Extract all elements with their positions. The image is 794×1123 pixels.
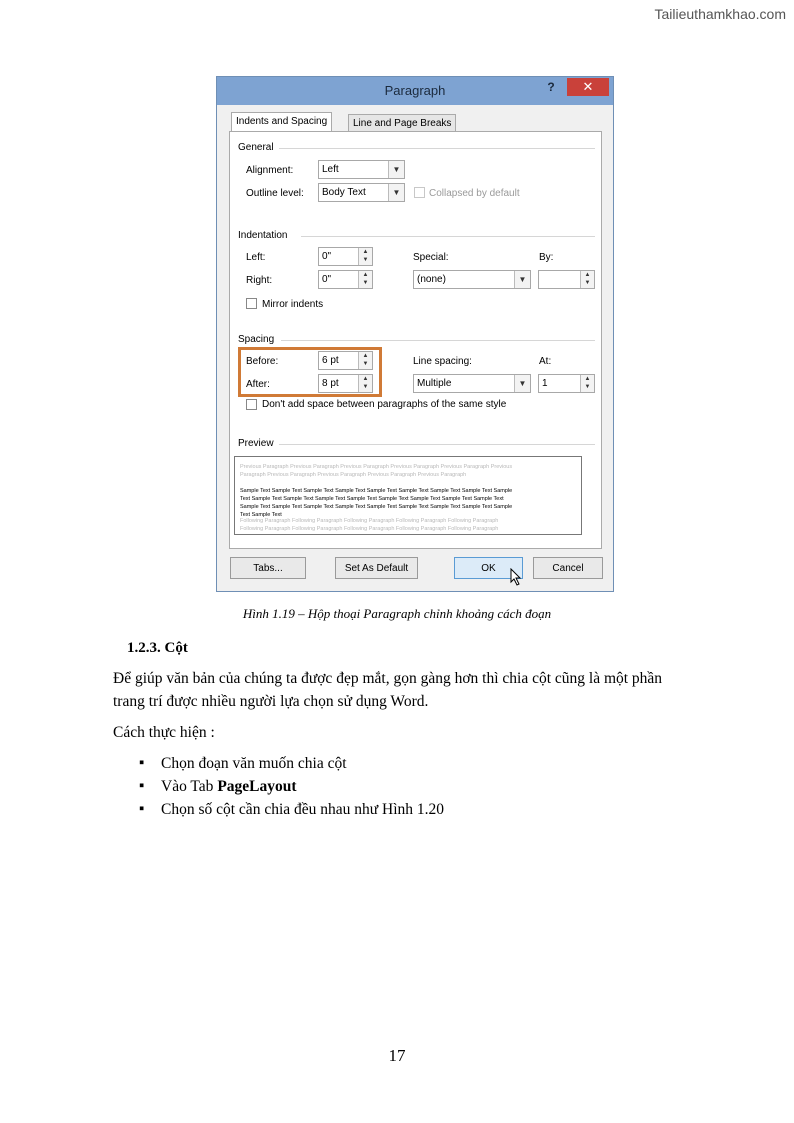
left-indent-label: Left: bbox=[246, 252, 266, 263]
dialog-title: Paragraph bbox=[384, 83, 446, 98]
special-label: Special: bbox=[413, 252, 449, 263]
alignment-label: Alignment: bbox=[246, 165, 294, 176]
paragraph-dialog bbox=[216, 76, 614, 592]
outline-level-value: Body Text bbox=[322, 187, 366, 198]
close-button[interactable]: ✕ bbox=[567, 78, 609, 96]
preview-previous-text: Previous Paragraph Previous Paragraph Previous Paragraph Previous Paragraph Previous Paragraph Previous Paragraph Previous Paragraph Previous Paragraph Previous Paragraph Previous Paragraph bbox=[240, 464, 513, 478]
tab-line-and-page-breaks[interactable]: Line and Page Breaks bbox=[348, 114, 456, 133]
chevron-down-icon: ▼ bbox=[514, 375, 530, 392]
dont-add-space-checkbox[interactable] bbox=[246, 399, 257, 410]
spacing-divider bbox=[281, 340, 595, 341]
bullet-icon: ▪ bbox=[139, 801, 145, 817]
chevron-down-icon: ▼ bbox=[388, 161, 404, 178]
at-value: 1 bbox=[542, 378, 548, 389]
special-value: (none) bbox=[417, 274, 446, 285]
preview-section-label: Preview bbox=[238, 438, 274, 449]
outline-level-label: Outline level: bbox=[246, 188, 304, 199]
spinner-arrows-icon[interactable]: ▲ ▼ bbox=[358, 375, 372, 392]
alignment-select[interactable] bbox=[318, 160, 405, 179]
spinner-arrows-icon[interactable]: ▲ ▼ bbox=[580, 375, 594, 392]
chevron-down-icon: ▼ bbox=[388, 184, 404, 201]
preview-following-text: Following Paragraph Following Paragraph Following Paragraph Following Paragraph Following Paragraph Following Paragraph Following Paragraph Following Paragraph Following Paragraph Following Paragraph bbox=[240, 518, 499, 532]
chevron-down-icon: ▼ bbox=[514, 271, 530, 288]
preview-divider bbox=[279, 444, 595, 445]
left-indent-value: 0" bbox=[322, 251, 332, 262]
preview-sample-text: Sample Text Sample Text Sample Text Sample Text Sample Text Sample Text Sample Text Sample Text Sample Text Sample Text Sample Text Sample Text Sample Text Sample Text Sample Text Sample Text Sample Text Sample Text Sample Text Sample Text Sample Text Sample Text Sample Text Sample Text Sample Text Sample Text Sample Text bbox=[240, 488, 513, 518]
bullet-icon: ▪ bbox=[139, 778, 145, 794]
at-spinner[interactable] bbox=[538, 374, 595, 393]
ok-button[interactable]: OK bbox=[454, 557, 523, 579]
bullet-item-3: Chọn số cột cần chia đều nhau như Hình 1.20 bbox=[161, 801, 445, 818]
cancel-button[interactable]: Cancel bbox=[533, 557, 603, 579]
right-indent-value: 0" bbox=[322, 274, 332, 285]
paragraph-1-line-2: trang trí được nhiều người lựa chọn sử dụng Word. bbox=[113, 693, 429, 710]
tab-indents-and-spacing[interactable]: Indents and Spacing bbox=[231, 112, 332, 133]
collapsed-label: Collapsed by default bbox=[429, 188, 520, 199]
figure-caption: Hình 1.19 – Hộp thoại Paragraph chỉnh khoảng cách đoạn bbox=[242, 606, 552, 621]
bullet-item-1: Chọn đoạn văn muốn chia cột bbox=[161, 755, 347, 772]
mirror-indents-label: Mirror indents bbox=[262, 299, 324, 310]
spacing-section-label: Spacing bbox=[238, 334, 275, 345]
by-spinner[interactable] bbox=[538, 270, 595, 289]
bullet-item-2-bold: PageLayout bbox=[217, 778, 297, 795]
right-indent-label: Right: bbox=[246, 275, 273, 286]
alignment-value: Left bbox=[322, 164, 339, 175]
line-spacing-select[interactable] bbox=[413, 374, 531, 393]
spinner-arrows-icon[interactable]: ▲ ▼ bbox=[358, 271, 372, 288]
before-value: 6 pt bbox=[322, 355, 339, 366]
paragraph-1-line-1: Để giúp văn bản của chúng ta được đẹp mắt, gọn gàng hơn thì chia cột cũng là một phần bbox=[113, 670, 663, 687]
general-section-label: General bbox=[238, 142, 274, 153]
bullet-item-2-prefix: Vào Tab bbox=[161, 778, 218, 795]
page-number: 17 bbox=[388, 1046, 406, 1065]
after-label: After: bbox=[246, 379, 270, 390]
general-divider bbox=[279, 148, 595, 149]
dialog-titlebar bbox=[217, 77, 613, 105]
collapsed-checkbox[interactable] bbox=[414, 187, 425, 198]
by-label: By: bbox=[539, 252, 554, 263]
spacing-highlight-box bbox=[238, 347, 382, 397]
right-indent-spinner[interactable] bbox=[318, 270, 373, 289]
watermark: Tailieuthamkhao.com bbox=[654, 6, 786, 22]
spinner-arrows-icon[interactable]: ▲ ▼ bbox=[358, 352, 372, 369]
at-label: At: bbox=[539, 356, 552, 367]
left-indent-spinner[interactable] bbox=[318, 247, 373, 266]
tabs-button[interactable]: Tabs... bbox=[230, 557, 306, 579]
section-heading: 1.2.3. Cột bbox=[127, 640, 188, 656]
mirror-indents-checkbox[interactable] bbox=[246, 298, 257, 309]
bullet-icon: ▪ bbox=[139, 755, 145, 771]
line-spacing-value: Multiple bbox=[417, 378, 452, 389]
indentation-divider bbox=[301, 236, 595, 237]
spinner-arrows-icon[interactable]: ▲ ▼ bbox=[580, 271, 594, 288]
before-label: Before: bbox=[246, 356, 279, 367]
dont-add-space-label: Don't add space between paragraphs of the same style bbox=[262, 399, 507, 410]
set-as-default-button[interactable]: Set As Default bbox=[335, 557, 418, 579]
paragraph-2: Cách thực hiện : bbox=[113, 724, 215, 741]
spinner-arrows-icon[interactable]: ▲ ▼ bbox=[358, 248, 372, 265]
after-value: 8 pt bbox=[322, 378, 339, 389]
help-button[interactable]: ? bbox=[547, 80, 555, 94]
special-select[interactable] bbox=[413, 270, 531, 289]
line-spacing-label: Line spacing: bbox=[413, 356, 472, 367]
indentation-section-label: Indentation bbox=[238, 230, 288, 241]
bullet-item-2 bbox=[161, 778, 297, 796]
mouse-cursor-icon bbox=[510, 568, 522, 586]
outline-level-select[interactable] bbox=[318, 183, 405, 202]
